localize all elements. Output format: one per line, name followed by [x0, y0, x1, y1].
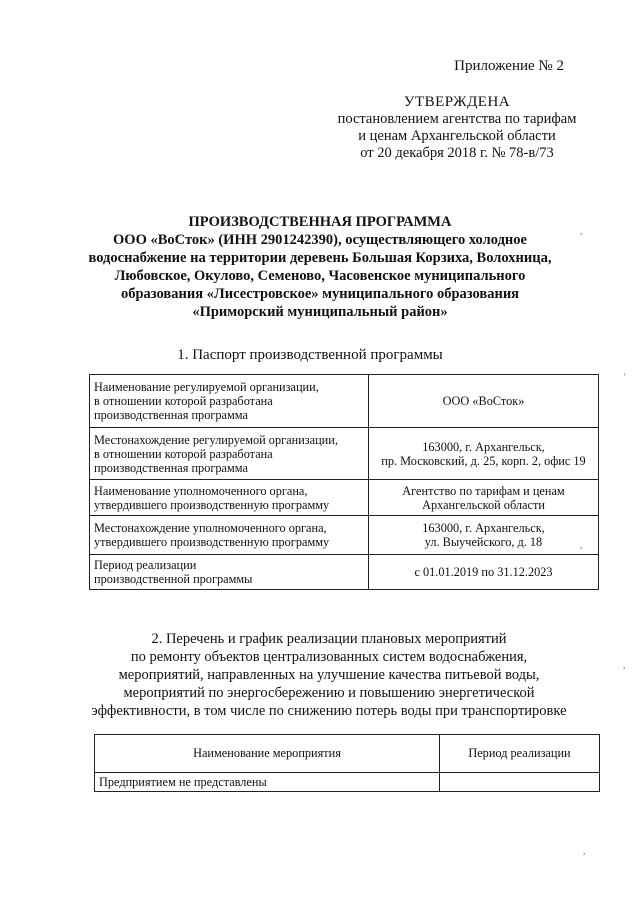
label-line: производственная программа [94, 408, 248, 422]
approval-line: и ценам Архангельской области [358, 128, 556, 144]
scan-mark: , [580, 540, 583, 550]
title-line: водоснабжение на территории деревень Большая Корзиха, Волохница, [88, 250, 552, 266]
table-row [90, 428, 599, 480]
heading-line: эффективности, в том числе по снижению потерь воды при транспортировке [91, 703, 567, 719]
heading-line: мероприятий, направленных на улучшение качества питьевой воды, [118, 667, 540, 683]
label-line: утвердившего производственную программу [94, 497, 330, 512]
section1-heading: 1. Паспорт производственной программы [177, 347, 443, 363]
program-title [60, 213, 583, 321]
value-line: ул. Выучейского, д. 18 [424, 535, 543, 549]
label-line: производственная программа [94, 460, 248, 475]
cell-activity: Предприятием не представлены [95, 773, 440, 792]
title-line: Любовское, Окулово, Семеново, Часовенское муниципального [114, 268, 526, 284]
approval-block [330, 94, 584, 162]
scan-mark: , [580, 226, 583, 236]
scan-mark: , [623, 660, 626, 670]
label-line: утвердившего производственную программу [94, 535, 330, 549]
scan-mark: ' [624, 372, 626, 382]
column-header-name: Наименование мероприятия [95, 735, 440, 773]
row-value [369, 555, 599, 590]
approval-heading: УТВЕРЖДЕНА [403, 94, 511, 110]
value-line: Агентство по тарифам и ценам [402, 483, 565, 498]
row-label [90, 375, 369, 428]
title-line: образования «Лисестровское» муниципального образования [120, 286, 520, 302]
table-row [90, 516, 599, 555]
column-header-period: Период реализации [440, 735, 600, 773]
row-value [369, 428, 599, 480]
label-line: в отношении которой разработана [94, 446, 273, 461]
title-line: «Приморский муниципальный район» [192, 304, 448, 320]
table-header-row [95, 735, 600, 773]
label-line: Период реализации [94, 558, 197, 572]
label-line: Наименование уполномоченного органа, [94, 483, 308, 498]
appendix-number: Приложение № 2 [454, 58, 564, 74]
label-line: Наименование регулируемой организации, [94, 380, 319, 394]
label-line: производственной программы [94, 572, 253, 586]
value-line: с 01.01.2019 по 31.12.2023 [414, 565, 553, 579]
heading-line: по ремонту объектов централизованных систем водоснабжения, [130, 649, 528, 665]
heading-line: 2. Перечень и график реализации плановых мероприятий [151, 631, 507, 647]
label-line: Местонахождение регулируемой организации, [94, 432, 338, 447]
value-line: 163000, г. Архангельск, [422, 439, 545, 454]
label-line: Местонахождение уполномоченного органа, [94, 521, 327, 535]
row-value [369, 480, 599, 516]
value-line: 163000, г. Архангельск, [422, 521, 545, 535]
row-label [90, 555, 369, 590]
table-row [95, 773, 600, 792]
value-line: ООО «ВоСток» [442, 394, 525, 408]
passport-table [89, 374, 599, 590]
section2-heading [0, 630, 640, 720]
approval-line: постановлением агентства по тарифам [337, 111, 577, 127]
row-label [90, 480, 369, 516]
row-label [90, 516, 369, 555]
value-line: Архангельской области [422, 497, 545, 512]
title-line: ООО «ВоСток» (ИНН 2901242390), осуществляющего холодное [113, 232, 527, 248]
table-row [90, 555, 599, 590]
scan-mark: , [583, 846, 586, 856]
row-label [90, 428, 369, 480]
value-line: пр. Московский, д. 25, корп. 2, офис 19 [381, 453, 586, 468]
approval-line: от 20 декабря 2018 г. № 78-в/73 [360, 145, 554, 161]
label-line: в отношении которой разработана [94, 394, 273, 408]
title-line: ПРОИЗВОДСТВЕННАЯ ПРОГРАММА [188, 214, 452, 230]
table-row [90, 375, 599, 428]
heading-line: мероприятий по энергосбережению и повышению энергетической [123, 685, 535, 701]
row-value [369, 375, 599, 428]
table-row [90, 480, 599, 516]
row-value [369, 516, 599, 555]
activities-table [94, 734, 600, 792]
cell-period [440, 773, 600, 792]
